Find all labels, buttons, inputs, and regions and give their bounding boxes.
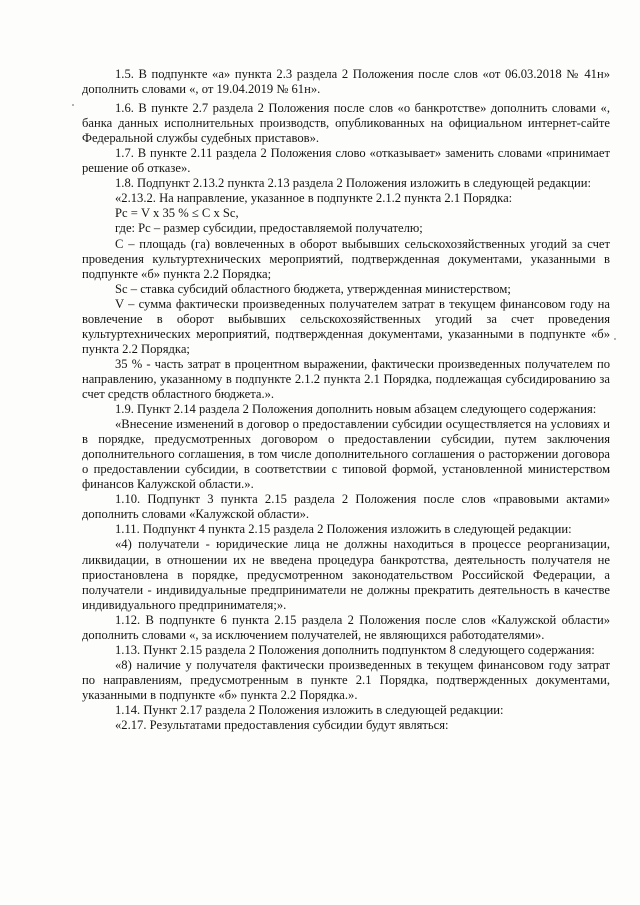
quoted-amendment-text: «Внесение изменений в договор о предоставлении субсидии осуществляется на условиях и в порядке, предусмотренных договором о предоставлении субсидии, путем заключения дополнительного соглашения, в том числе дополнительного соглашения о расторжении договора о предоставлении субсидии, в соответствии с типовой формой, установленной министерством финансов Калужской области.».: [82, 417, 610, 492]
paragraph-1-10: 1.10. Подпункт 3 пункта 2.15 раздела 2 Положения после слов «правовыми актами» дополнить словами «Калужской области».: [82, 492, 610, 522]
paragraph-1-5: 1.5. В подпункте «а» пункта 2.3 раздела 2 Положения после слов «от 06.03.2018 № 41н» дополнить словами «, от 19.04.2019 № 61н».: [82, 67, 610, 97]
formula-definition-pc: где: Рс – размер субсидии, предоставляемой получателю;: [115, 221, 423, 236]
quoted-subitem-4: «4) получатели - юридические лица не должны находиться в процессе реорганизации, ликвидации, в отношении их не введена процедура банкротства, деятельность получателя не приостановлена в порядке, предусмотренном законодательством Российской Федерации, а получатели - индивидуальные предприниматели не должны прекратить деятельность в качестве индивидуального предпринимателя;».: [82, 537, 610, 612]
formula-definition-35: 35 % - часть затрат в процентном выражении, фактически произведенных получателем по направлению, указанному в подпункте 2.1.2 пункта 2.1 Порядка, подлежащая субсидированию за счет средств областного бюджета.».: [82, 356, 610, 401]
paragraph-1-13: 1.13. Пункт 2.15 раздела 2 Положения дополнить подпунктом 8 следующего содержания:: [115, 642, 595, 657]
document-body: [82, 67, 610, 733]
scan-speck: [614, 338, 616, 340]
formula-definition-sc: Sс – ставка субсидий областного бюджета, утвержденная министерством;: [115, 281, 511, 296]
paragraph-1-6: 1.6. В пункте 2.7 раздела 2 Положения после слов «о банкротстве» дополнить словами «, банка данных исполнительных производств, опубликованных на официальном интернет-сайте Федеральной службы судебных приставов».: [82, 101, 610, 146]
quoted-subitem-8: «8) наличие у получателя фактически произведенных в текущем финансовом году затрат по направлениям, предусмотренным в пункте 2.1 Порядка, подтвержденных документами, указанными в подпункте «б» пункта 2.2 Порядка.».: [82, 657, 610, 702]
formula-definition-c: С – площадь (га) вовлеченных в оборот выбывших сельскохозяйственных угодий за счет проведения культуртехнических мероприятий, подтвержденная документами, указанными в подпункте «б» пункта 2.2 Порядка;: [82, 236, 610, 281]
formula-definition-v: V – сумма фактически произведенных получателем затрат в текущем финансовом году на вовлечение в оборот выбывших сельскохозяйственных угодий за счет проведения культуртехнических мероприятий, подтвержденная документами, указанными в подпункте «б» пункта 2.2 Порядка;: [82, 296, 610, 356]
paragraph-1-8: 1.8. Подпункт 2.13.2 пункта 2.13 раздела 2 Положения изложить в следующей редакции:: [115, 176, 591, 191]
paragraph-1-9: 1.9. Пункт 2.14 раздела 2 Положения дополнить новым абзацем следующего содержания:: [115, 402, 597, 417]
quoted-item-2-17: «2.17. Результатами предоставления субсидии будут являться:: [115, 718, 449, 733]
paragraph-1-11: 1.11. Подпункт 4 пункта 2.15 раздела 2 Положения изложить в следующей редакции:: [115, 522, 572, 537]
paragraph-1-14: 1.14. Пункт 2.17 раздела 2 Положения изложить в следующей редакции:: [115, 702, 504, 717]
paragraph-1-7: 1.7. В пункте 2.11 раздела 2 Положения слово «отказывает» заменить словами «принимает решение об отказе».: [82, 146, 610, 176]
paragraph-1-12: 1.12. В подпункте 6 пункта 2.15 раздела 2 Положения после слов «Калужской области» дополнить словами «, за исключением получателей, не являющихся работодателями».: [82, 612, 610, 642]
paragraph-2-13-2: «2.13.2. На направление, указанное в подпункте 2.1.2 пункта 2.1 Порядка:: [115, 191, 513, 206]
scan-speck: [72, 104, 74, 106]
formula-line: Рс = V х 35 % ≤ С х Sс,: [115, 206, 239, 221]
